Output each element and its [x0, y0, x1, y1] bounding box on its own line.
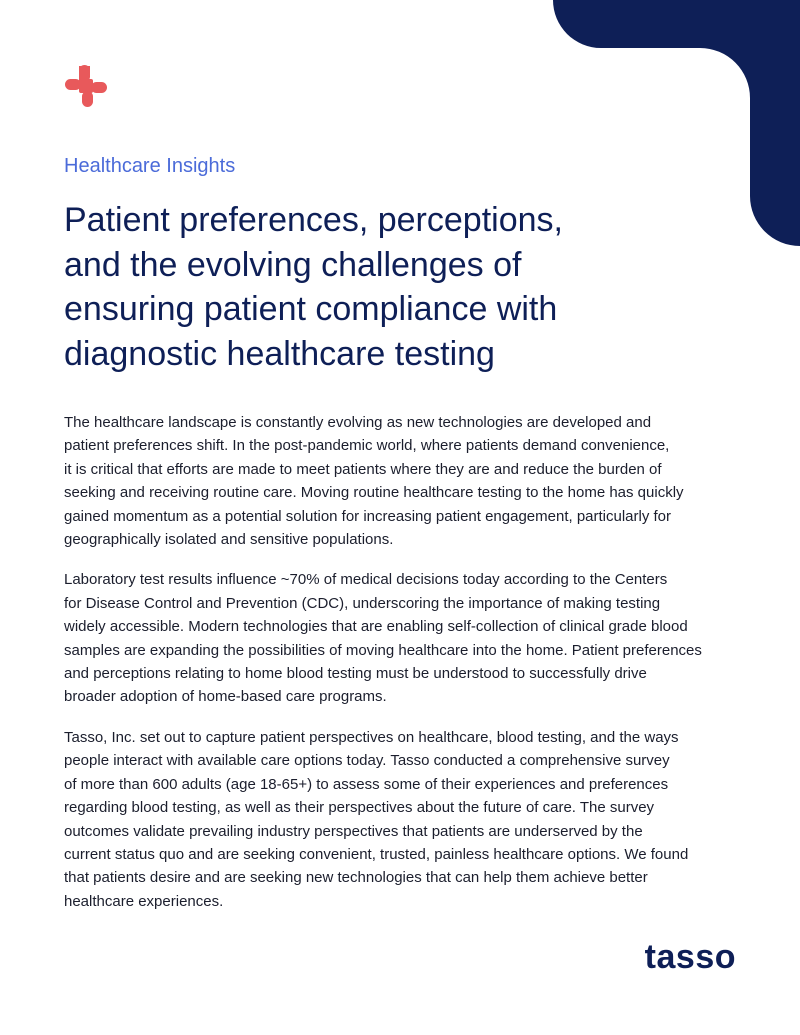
paragraph-line: widely accessible. Modern technologies that are enabling self-collection of clinical grade blood	[64, 618, 688, 636]
paragraph-line: current status quo and are seeking convenient, trusted, painless healthcare options. We found	[64, 845, 689, 863]
paragraph-line: healthcare experiences.	[64, 892, 224, 910]
title-line: diagnostic healthcare testing	[64, 334, 495, 373]
paragraph-line: of more than 600 adults (age 18-65+) to assess some of their experiences and preferences	[64, 775, 669, 793]
paragraph-intro	[64, 411, 744, 551]
paragraph-line: geographically isolated and sensitive populations.	[64, 531, 394, 549]
paragraph-line: it is critical that efforts are made to meet patients where they are and reduce the burden of	[64, 460, 662, 478]
paragraph-line: that patients desire and are seeking new technologies that can help them achieve better	[64, 869, 648, 887]
paragraph-survey	[64, 726, 744, 913]
paragraph-line: Tasso, Inc. set out to capture patient perspectives on healthcare, blood testing, and the ways	[64, 728, 679, 746]
paragraph-line: Laboratory test results influence ~70% of medical decisions today according to the Centers	[64, 571, 668, 589]
paragraph-line: for Disease Control and Prevention (CDC), underscoring the importance of making testing	[64, 594, 661, 612]
title-line: and the evolving challenges of	[64, 245, 522, 284]
paragraph-laboratory	[64, 568, 744, 708]
paragraph-line: outcomes validate prevailing industry perspectives that patients are underserved by the	[64, 822, 643, 840]
paragraph-line: gained momentum as a potential solution for increasing patient engagement, particularly for	[64, 507, 672, 525]
paragraph-line: samples are expanding the possibilities of moving healthcare into the home. Patient preferences	[64, 641, 702, 659]
page-title	[64, 198, 624, 376]
paragraph-line: and perceptions relating to home blood testing must be understood to successfully drive	[64, 665, 647, 683]
body-text	[64, 411, 744, 930]
brand-logo-wordmark: tasso	[644, 938, 736, 976]
plus-cross-logo-icon	[64, 64, 108, 108]
paragraph-line: broader adoption of home-based care programs.	[64, 688, 387, 706]
paragraph-line: The healthcare landscape is constantly evolving as new technologies are developed and	[64, 414, 652, 431]
paragraph-line: regarding blood testing, as well as their perspectives about the future of care. The survey	[64, 799, 655, 817]
title-line: ensuring patient compliance with	[64, 290, 558, 328]
title-line: Patient preferences, perceptions,	[64, 201, 563, 239]
eyebrow-label: Healthcare Insights	[64, 155, 236, 177]
paragraph-line: people interact with available care options today. Tasso conducted a comprehensive survey	[64, 752, 670, 770]
paragraph-line: seeking and receiving routine care. Moving routine healthcare testing to the home has quickly	[64, 484, 684, 502]
paragraph-line: patient preferences shift. In the post-pandemic world, where patients demand convenience,	[64, 437, 670, 455]
